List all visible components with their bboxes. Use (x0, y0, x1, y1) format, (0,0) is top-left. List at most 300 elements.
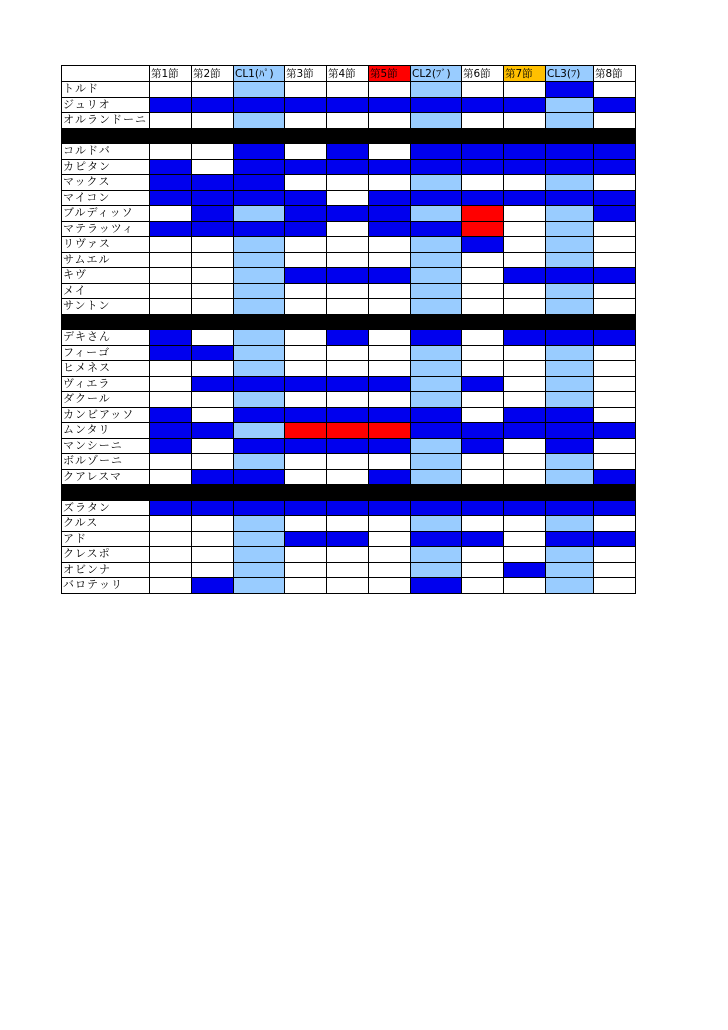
status-cell-2[interactable] (192, 438, 234, 454)
status-cell-2[interactable] (192, 500, 234, 516)
player-name[interactable]: サントン (62, 299, 150, 315)
status-cell-5[interactable] (327, 438, 369, 454)
status-cell-1[interactable] (150, 237, 192, 253)
status-cell-1[interactable] (150, 361, 192, 377)
status-cell-4[interactable] (285, 531, 327, 547)
status-cell-8[interactable] (462, 423, 504, 439)
status-cell-6[interactable] (369, 237, 411, 253)
status-cell-10[interactable] (546, 159, 594, 175)
status-cell-1[interactable] (150, 469, 192, 485)
status-cell-3[interactable] (234, 345, 285, 361)
status-cell-11[interactable] (594, 407, 636, 423)
status-cell-1[interactable] (150, 562, 192, 578)
status-cell-10[interactable] (546, 438, 594, 454)
status-cell-11[interactable] (594, 438, 636, 454)
player-name[interactable]: コルドバ (62, 144, 150, 160)
status-cell-7[interactable] (411, 516, 462, 532)
status-cell-10[interactable] (546, 392, 594, 408)
status-cell-7[interactable] (411, 531, 462, 547)
status-cell-6[interactable] (369, 175, 411, 191)
status-cell-8[interactable] (462, 113, 504, 129)
status-cell-10[interactable] (546, 376, 594, 392)
status-cell-1[interactable] (150, 438, 192, 454)
status-cell-8[interactable] (462, 159, 504, 175)
status-cell-9[interactable] (504, 82, 546, 98)
status-cell-7[interactable] (411, 454, 462, 470)
status-cell-5[interactable] (327, 190, 369, 206)
status-cell-4[interactable] (285, 268, 327, 284)
status-cell-6[interactable] (369, 547, 411, 563)
status-cell-5[interactable] (327, 578, 369, 594)
status-cell-11[interactable] (594, 144, 636, 160)
status-cell-9[interactable] (504, 283, 546, 299)
status-cell-7[interactable] (411, 113, 462, 129)
status-cell-10[interactable] (546, 345, 594, 361)
status-cell-10[interactable] (546, 407, 594, 423)
status-cell-3[interactable] (234, 547, 285, 563)
status-cell-6[interactable] (369, 578, 411, 594)
status-cell-2[interactable] (192, 237, 234, 253)
header-column-7[interactable]: CL2(ﾌﾞ) (411, 66, 462, 82)
status-cell-3[interactable] (234, 299, 285, 315)
status-cell-3[interactable] (234, 283, 285, 299)
status-cell-9[interactable] (504, 175, 546, 191)
status-cell-8[interactable] (462, 547, 504, 563)
player-name[interactable]: フィーゴ (62, 345, 150, 361)
status-cell-3[interactable] (234, 175, 285, 191)
status-cell-11[interactable] (594, 82, 636, 98)
status-cell-4[interactable] (285, 361, 327, 377)
status-cell-3[interactable] (234, 376, 285, 392)
status-cell-11[interactable] (594, 516, 636, 532)
status-cell-11[interactable] (594, 376, 636, 392)
status-cell-11[interactable] (594, 159, 636, 175)
status-cell-9[interactable] (504, 237, 546, 253)
status-cell-3[interactable] (234, 562, 285, 578)
status-cell-2[interactable] (192, 190, 234, 206)
status-cell-11[interactable] (594, 97, 636, 113)
player-name[interactable]: ヴィエラ (62, 376, 150, 392)
status-cell-6[interactable] (369, 268, 411, 284)
status-cell-11[interactable] (594, 268, 636, 284)
status-cell-9[interactable] (504, 330, 546, 346)
player-name[interactable]: バロテッリ (62, 578, 150, 594)
header-corner[interactable] (62, 66, 150, 82)
status-cell-2[interactable] (192, 578, 234, 594)
status-cell-7[interactable] (411, 376, 462, 392)
player-name[interactable]: オルランドーニ (62, 113, 150, 129)
status-cell-10[interactable] (546, 175, 594, 191)
status-cell-6[interactable] (369, 423, 411, 439)
status-cell-4[interactable] (285, 190, 327, 206)
status-cell-1[interactable] (150, 283, 192, 299)
status-cell-8[interactable] (462, 175, 504, 191)
status-cell-5[interactable] (327, 175, 369, 191)
status-cell-4[interactable] (285, 407, 327, 423)
status-cell-3[interactable] (234, 330, 285, 346)
status-cell-6[interactable] (369, 392, 411, 408)
status-cell-1[interactable] (150, 578, 192, 594)
status-cell-8[interactable] (462, 392, 504, 408)
player-name[interactable]: リヴァス (62, 237, 150, 253)
status-cell-9[interactable] (504, 562, 546, 578)
status-cell-8[interactable] (462, 454, 504, 470)
status-cell-10[interactable] (546, 190, 594, 206)
status-cell-9[interactable] (504, 159, 546, 175)
status-cell-6[interactable] (369, 407, 411, 423)
status-cell-7[interactable] (411, 547, 462, 563)
status-cell-10[interactable] (546, 283, 594, 299)
status-cell-8[interactable] (462, 252, 504, 268)
status-cell-4[interactable] (285, 175, 327, 191)
status-cell-9[interactable] (504, 268, 546, 284)
status-cell-5[interactable] (327, 562, 369, 578)
status-cell-6[interactable] (369, 531, 411, 547)
status-cell-1[interactable] (150, 221, 192, 237)
status-cell-6[interactable] (369, 299, 411, 315)
status-cell-9[interactable] (504, 547, 546, 563)
status-cell-10[interactable] (546, 469, 594, 485)
player-name[interactable]: ブルディッソ (62, 206, 150, 222)
status-cell-4[interactable] (285, 283, 327, 299)
status-cell-5[interactable] (327, 330, 369, 346)
status-cell-9[interactable] (504, 113, 546, 129)
status-cell-9[interactable] (504, 392, 546, 408)
status-cell-4[interactable] (285, 562, 327, 578)
status-cell-7[interactable] (411, 407, 462, 423)
status-cell-4[interactable] (285, 299, 327, 315)
status-cell-10[interactable] (546, 454, 594, 470)
status-cell-6[interactable] (369, 144, 411, 160)
status-cell-3[interactable] (234, 516, 285, 532)
status-cell-5[interactable] (327, 252, 369, 268)
status-cell-3[interactable] (234, 454, 285, 470)
status-cell-9[interactable] (504, 469, 546, 485)
player-name[interactable]: アド (62, 531, 150, 547)
status-cell-4[interactable] (285, 82, 327, 98)
status-cell-5[interactable] (327, 516, 369, 532)
status-cell-1[interactable] (150, 423, 192, 439)
status-cell-8[interactable] (462, 237, 504, 253)
status-cell-11[interactable] (594, 423, 636, 439)
status-cell-3[interactable] (234, 361, 285, 377)
status-cell-2[interactable] (192, 531, 234, 547)
status-cell-4[interactable] (285, 578, 327, 594)
status-cell-9[interactable] (504, 361, 546, 377)
status-cell-3[interactable] (234, 113, 285, 129)
status-cell-10[interactable] (546, 516, 594, 532)
status-cell-9[interactable] (504, 531, 546, 547)
status-cell-2[interactable] (192, 469, 234, 485)
status-cell-3[interactable] (234, 531, 285, 547)
status-cell-1[interactable] (150, 159, 192, 175)
status-cell-1[interactable] (150, 330, 192, 346)
status-cell-1[interactable] (150, 500, 192, 516)
player-name[interactable]: ムンタリ (62, 423, 150, 439)
player-name[interactable]: マイコン (62, 190, 150, 206)
status-cell-4[interactable] (285, 206, 327, 222)
status-cell-6[interactable] (369, 113, 411, 129)
player-name[interactable]: ジュリオ (62, 97, 150, 113)
status-cell-5[interactable] (327, 547, 369, 563)
status-cell-7[interactable] (411, 562, 462, 578)
status-cell-2[interactable] (192, 547, 234, 563)
status-cell-6[interactable] (369, 500, 411, 516)
status-cell-3[interactable] (234, 206, 285, 222)
status-cell-2[interactable] (192, 376, 234, 392)
status-cell-10[interactable] (546, 268, 594, 284)
status-cell-10[interactable] (546, 500, 594, 516)
header-column-9[interactable]: 第7節 (504, 66, 546, 82)
player-name[interactable]: デキさん (62, 330, 150, 346)
status-cell-7[interactable] (411, 97, 462, 113)
header-column-2[interactable]: 第2節 (192, 66, 234, 82)
player-name[interactable]: マックス (62, 175, 150, 191)
status-cell-8[interactable] (462, 82, 504, 98)
status-cell-11[interactable] (594, 299, 636, 315)
status-cell-2[interactable] (192, 252, 234, 268)
status-cell-3[interactable] (234, 392, 285, 408)
status-cell-1[interactable] (150, 531, 192, 547)
status-cell-11[interactable] (594, 237, 636, 253)
status-cell-2[interactable] (192, 283, 234, 299)
status-cell-9[interactable] (504, 144, 546, 160)
status-cell-11[interactable] (594, 547, 636, 563)
status-cell-11[interactable] (594, 562, 636, 578)
status-cell-11[interactable] (594, 283, 636, 299)
status-cell-9[interactable] (504, 578, 546, 594)
status-cell-5[interactable] (327, 376, 369, 392)
status-cell-1[interactable] (150, 299, 192, 315)
status-cell-2[interactable] (192, 361, 234, 377)
status-cell-3[interactable] (234, 82, 285, 98)
player-name[interactable]: サムエル (62, 252, 150, 268)
header-column-5[interactable]: 第4節 (327, 66, 369, 82)
header-column-10[interactable]: CL3(ﾌ) (546, 66, 594, 82)
status-cell-5[interactable] (327, 144, 369, 160)
status-cell-4[interactable] (285, 500, 327, 516)
status-cell-4[interactable] (285, 221, 327, 237)
header-column-11[interactable]: 第8節 (594, 66, 636, 82)
status-cell-5[interactable] (327, 82, 369, 98)
status-cell-2[interactable] (192, 82, 234, 98)
status-cell-8[interactable] (462, 144, 504, 160)
status-cell-3[interactable] (234, 97, 285, 113)
status-cell-8[interactable] (462, 221, 504, 237)
status-cell-3[interactable] (234, 407, 285, 423)
header-column-4[interactable]: 第3節 (285, 66, 327, 82)
status-cell-5[interactable] (327, 113, 369, 129)
status-cell-9[interactable] (504, 500, 546, 516)
status-cell-6[interactable] (369, 516, 411, 532)
status-cell-9[interactable] (504, 299, 546, 315)
status-cell-6[interactable] (369, 345, 411, 361)
status-cell-2[interactable] (192, 221, 234, 237)
status-cell-7[interactable] (411, 330, 462, 346)
status-cell-5[interactable] (327, 361, 369, 377)
header-column-3[interactable]: CL1(ﾊﾟ) (234, 66, 285, 82)
status-cell-7[interactable] (411, 159, 462, 175)
status-cell-3[interactable] (234, 252, 285, 268)
status-cell-8[interactable] (462, 330, 504, 346)
status-cell-10[interactable] (546, 144, 594, 160)
status-cell-6[interactable] (369, 159, 411, 175)
status-cell-4[interactable] (285, 454, 327, 470)
status-cell-7[interactable] (411, 175, 462, 191)
status-cell-10[interactable] (546, 330, 594, 346)
status-cell-5[interactable] (327, 206, 369, 222)
status-cell-7[interactable] (411, 361, 462, 377)
status-cell-11[interactable] (594, 531, 636, 547)
status-cell-7[interactable] (411, 221, 462, 237)
status-cell-9[interactable] (504, 97, 546, 113)
status-cell-5[interactable] (327, 221, 369, 237)
status-cell-6[interactable] (369, 206, 411, 222)
status-cell-4[interactable] (285, 469, 327, 485)
status-cell-9[interactable] (504, 454, 546, 470)
status-cell-6[interactable] (369, 190, 411, 206)
status-cell-5[interactable] (327, 283, 369, 299)
status-cell-11[interactable] (594, 500, 636, 516)
status-cell-2[interactable] (192, 175, 234, 191)
status-cell-11[interactable] (594, 330, 636, 346)
player-name[interactable]: トルド (62, 82, 150, 98)
status-cell-4[interactable] (285, 252, 327, 268)
status-cell-5[interactable] (327, 237, 369, 253)
status-cell-11[interactable] (594, 221, 636, 237)
status-cell-1[interactable] (150, 345, 192, 361)
status-cell-6[interactable] (369, 562, 411, 578)
status-cell-3[interactable] (234, 438, 285, 454)
status-cell-4[interactable] (285, 376, 327, 392)
status-cell-8[interactable] (462, 376, 504, 392)
player-name[interactable]: クアレスマ (62, 469, 150, 485)
player-name[interactable]: ズラタン (62, 500, 150, 516)
status-cell-7[interactable] (411, 252, 462, 268)
status-cell-8[interactable] (462, 469, 504, 485)
status-cell-5[interactable] (327, 345, 369, 361)
status-cell-1[interactable] (150, 190, 192, 206)
player-name[interactable]: カンビアッソ (62, 407, 150, 423)
status-cell-4[interactable] (285, 547, 327, 563)
status-cell-7[interactable] (411, 423, 462, 439)
status-cell-4[interactable] (285, 97, 327, 113)
player-name[interactable]: クレスポ (62, 547, 150, 563)
status-cell-7[interactable] (411, 268, 462, 284)
status-cell-3[interactable] (234, 423, 285, 439)
status-cell-1[interactable] (150, 454, 192, 470)
status-cell-9[interactable] (504, 190, 546, 206)
status-cell-8[interactable] (462, 268, 504, 284)
status-cell-2[interactable] (192, 299, 234, 315)
status-cell-2[interactable] (192, 392, 234, 408)
status-cell-9[interactable] (504, 516, 546, 532)
status-cell-7[interactable] (411, 144, 462, 160)
status-cell-9[interactable] (504, 206, 546, 222)
header-column-6[interactable]: 第5節 (369, 66, 411, 82)
status-cell-2[interactable] (192, 516, 234, 532)
status-cell-9[interactable] (504, 407, 546, 423)
status-cell-9[interactable] (504, 252, 546, 268)
status-cell-1[interactable] (150, 392, 192, 408)
status-cell-4[interactable] (285, 423, 327, 439)
status-cell-1[interactable] (150, 144, 192, 160)
status-cell-1[interactable] (150, 268, 192, 284)
status-cell-6[interactable] (369, 97, 411, 113)
status-cell-1[interactable] (150, 175, 192, 191)
player-name[interactable]: ダクール (62, 392, 150, 408)
status-cell-8[interactable] (462, 407, 504, 423)
status-cell-2[interactable] (192, 206, 234, 222)
status-cell-3[interactable] (234, 237, 285, 253)
status-cell-1[interactable] (150, 82, 192, 98)
status-cell-5[interactable] (327, 97, 369, 113)
player-name[interactable]: カピタン (62, 159, 150, 175)
header-column-1[interactable]: 第1節 (150, 66, 192, 82)
status-cell-3[interactable] (234, 221, 285, 237)
status-cell-8[interactable] (462, 562, 504, 578)
status-cell-1[interactable] (150, 113, 192, 129)
status-cell-9[interactable] (504, 376, 546, 392)
status-cell-6[interactable] (369, 283, 411, 299)
status-cell-8[interactable] (462, 97, 504, 113)
status-cell-10[interactable] (546, 361, 594, 377)
status-cell-10[interactable] (546, 97, 594, 113)
status-cell-7[interactable] (411, 345, 462, 361)
status-cell-10[interactable] (546, 237, 594, 253)
status-cell-5[interactable] (327, 500, 369, 516)
status-cell-10[interactable] (546, 299, 594, 315)
status-cell-8[interactable] (462, 345, 504, 361)
status-cell-4[interactable] (285, 159, 327, 175)
status-cell-4[interactable] (285, 516, 327, 532)
status-cell-9[interactable] (504, 423, 546, 439)
status-cell-1[interactable] (150, 206, 192, 222)
status-cell-10[interactable] (546, 221, 594, 237)
status-cell-2[interactable] (192, 144, 234, 160)
status-cell-1[interactable] (150, 376, 192, 392)
status-cell-11[interactable] (594, 190, 636, 206)
status-cell-6[interactable] (369, 469, 411, 485)
status-cell-11[interactable] (594, 113, 636, 129)
status-cell-10[interactable] (546, 578, 594, 594)
status-cell-5[interactable] (327, 469, 369, 485)
status-cell-9[interactable] (504, 438, 546, 454)
status-cell-5[interactable] (327, 423, 369, 439)
status-cell-2[interactable] (192, 562, 234, 578)
header-column-8[interactable]: 第6節 (462, 66, 504, 82)
status-cell-9[interactable] (504, 221, 546, 237)
status-cell-7[interactable] (411, 578, 462, 594)
status-cell-5[interactable] (327, 392, 369, 408)
status-cell-6[interactable] (369, 376, 411, 392)
status-cell-8[interactable] (462, 190, 504, 206)
status-cell-3[interactable] (234, 144, 285, 160)
status-cell-10[interactable] (546, 562, 594, 578)
status-cell-4[interactable] (285, 330, 327, 346)
status-cell-2[interactable] (192, 423, 234, 439)
status-cell-1[interactable] (150, 252, 192, 268)
player-name[interactable]: オビンナ (62, 562, 150, 578)
status-cell-7[interactable] (411, 190, 462, 206)
status-cell-6[interactable] (369, 361, 411, 377)
status-cell-2[interactable] (192, 159, 234, 175)
status-cell-11[interactable] (594, 454, 636, 470)
player-name[interactable]: ボルゾーニ (62, 454, 150, 470)
status-cell-3[interactable] (234, 469, 285, 485)
status-cell-11[interactable] (594, 469, 636, 485)
status-cell-5[interactable] (327, 159, 369, 175)
